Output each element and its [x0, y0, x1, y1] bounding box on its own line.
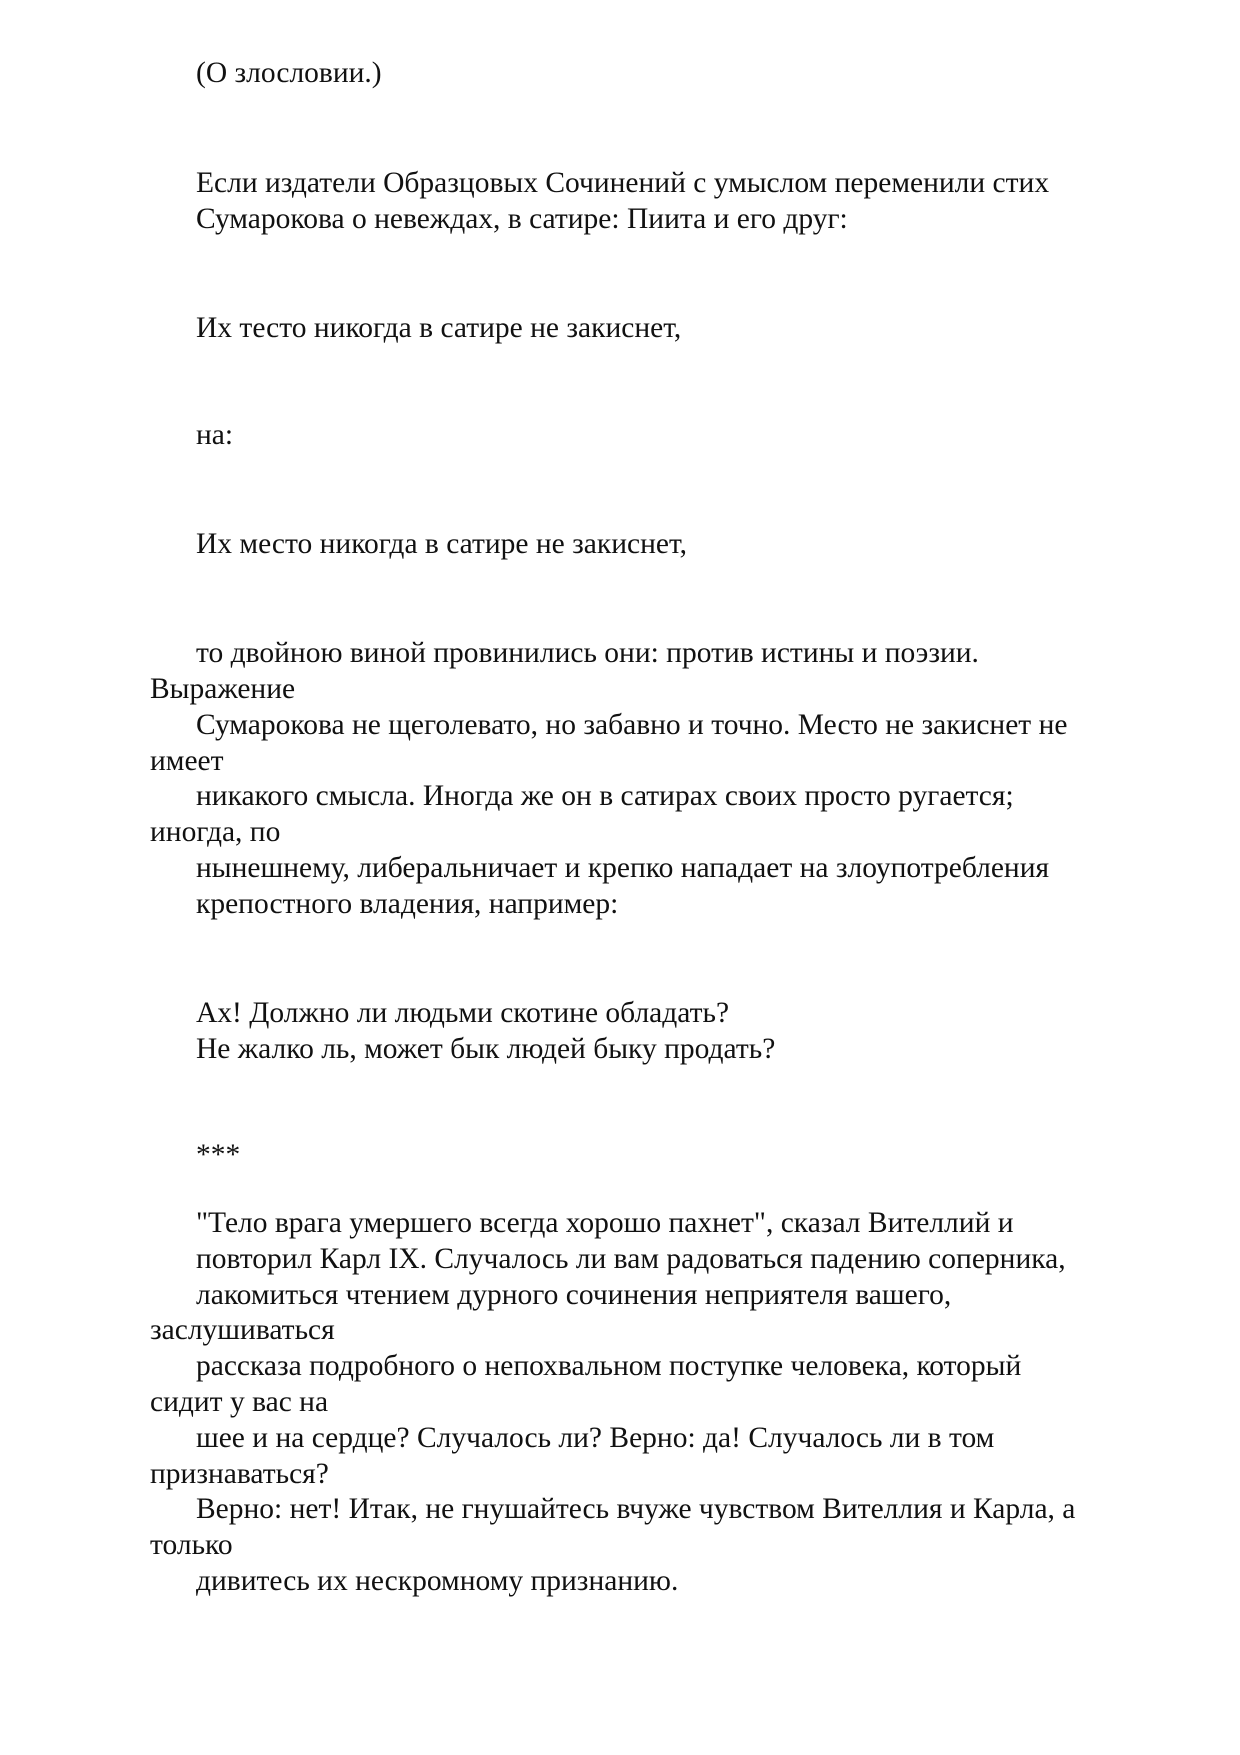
section-heading: (О злословии.)	[196, 57, 382, 89]
paragraph-line: сидит у вас на	[150, 1386, 329, 1418]
paragraph-line: Выражение	[150, 673, 296, 705]
paragraph-line: никакого смысла. Иногда же он в сатирах своих просто ругается;	[196, 780, 1014, 812]
quote-line: Их тесто никогда в сатире не закиснет,	[196, 312, 682, 344]
paragraph-line: лакомиться чтением дурного сочинения неприятеля вашего,	[196, 1279, 952, 1311]
paragraph-line: Сумарокова не щеголевато, но забавно и точно. Место не закиснет не	[196, 709, 1068, 741]
section-separator: ***	[196, 1139, 241, 1171]
verse-line: Не жалко ль, может бык людей быку продать?	[196, 1033, 776, 1065]
paragraph-line: только	[150, 1529, 233, 1561]
paragraph-line: то двойною виной провинились они: против истины и поэзии.	[196, 637, 979, 669]
paragraph-line: "Тело врага умершего всегда хорошо пахнет", сказал Вителлий и	[196, 1207, 1014, 1239]
paragraph-line: признаваться?	[150, 1458, 329, 1490]
quote-line: Их место никогда в сатире не закиснет,	[196, 528, 688, 560]
paragraph-line: крепостного владения, например:	[196, 888, 619, 920]
paragraph-line: иногда, по	[150, 816, 281, 848]
paragraph-line: Если издатели Образцовых Сочинений с умыслом переменили стих	[196, 167, 1050, 199]
connector-text: на:	[196, 419, 234, 451]
paragraph-line: имеет	[150, 745, 224, 777]
paragraph-line: Сумарокова о невеждах, в сатире: Пиита и его друг:	[196, 203, 848, 235]
paragraph-line: нынешнему, либеральничает и крепко нападает на злоупотребления	[196, 852, 1050, 884]
paragraph-line: повторил Карл IX. Случалось ли вам радоваться падению соперника,	[196, 1243, 1066, 1275]
paragraph-line: шее и на сердце? Случалось ли? Верно: да! Случалось ли в том	[196, 1422, 995, 1454]
paragraph-line: рассказа подробного о непохвальном поступке человека, который	[196, 1350, 1022, 1382]
paragraph-line: заслушиваться	[150, 1314, 335, 1346]
verse-line: Ах! Должно ли людьми скотине обладать?	[196, 997, 730, 1029]
paragraph-line: дивитесь их нескромному признанию.	[196, 1565, 679, 1597]
paragraph-line: Верно: нет! Итак, не гнушайтесь вчуже чувством Вителлия и Карла, а	[196, 1493, 1076, 1525]
